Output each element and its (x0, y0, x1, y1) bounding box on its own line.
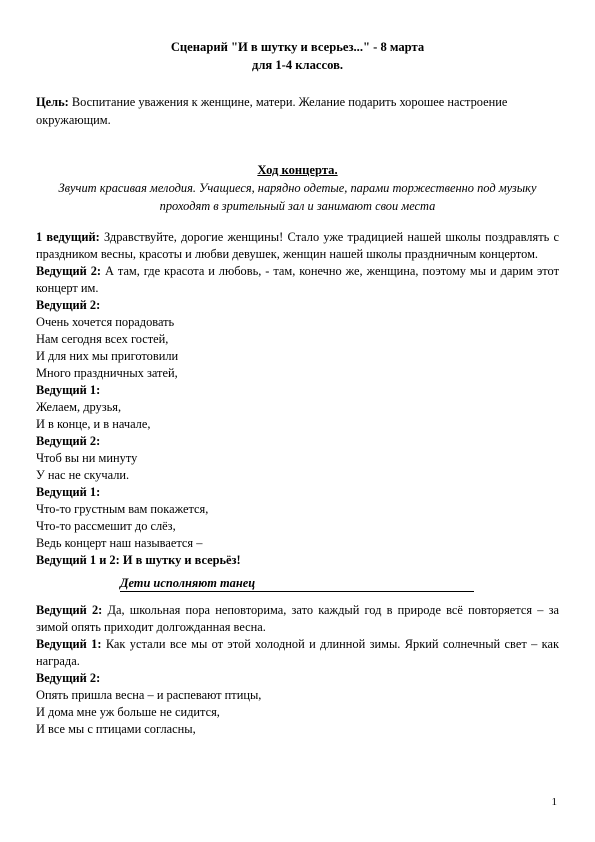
speech-text: Здравствуйте, дорогие женщины! Стало уже традицией нашей школы поздравлять с праздником весны, красоты и любви девушек, женщин нашей школы праздничным концертом. (36, 230, 559, 261)
section-title: Ход концерта. (257, 163, 338, 177)
verse-line: Что-то грустным вам покажется, (36, 502, 209, 516)
dance-text: Дети исполняют танец (120, 576, 474, 592)
title-line-1: Сценарий "И в шутку и всерьез..." - 8 марта (170, 40, 425, 54)
dance-direction (36, 575, 559, 592)
verse-line: Опять пришла весна – и распевают птицы, (36, 688, 262, 702)
verse-line: И для них мы приготовили (36, 349, 179, 363)
page-number: 1 (551, 796, 557, 808)
goal-paragraph (36, 93, 559, 129)
speaker-label: Ведущий 1: (36, 383, 101, 397)
paragraph-8 (36, 602, 559, 636)
speaker-label: Ведущий 2: (36, 671, 101, 685)
speaker-label: Ведущий 1: (36, 637, 102, 651)
stage-direction: Звучит красивая мелодия. Учащиеся, нарядно одетые, парами торжественно под музыку проходят в зрительный зал и занимают свои места (58, 181, 537, 213)
verse-line: Ведь концерт наш называется – (36, 536, 203, 550)
goal-text: Воспитание уважения к женщине, матери. Желание подарить хорошее настроение окружающим. (36, 95, 508, 127)
script-body (36, 229, 559, 738)
speech-text: А там, где красота и любовь, - там, конечно же, женщина, поэтому мы и дарим этот концерт им. (36, 264, 559, 295)
speech-text: И в шутку и всерьёз! (119, 553, 241, 567)
verse-line: Что-то рассмешит до слёз, (36, 519, 176, 533)
paragraph-2 (36, 263, 559, 297)
speaker-label: 1 ведущий: (36, 230, 100, 244)
speaker-label: Ведущий 2: (36, 603, 103, 617)
speaker-label: Ведущий 1: (36, 485, 101, 499)
document-title (0, 38, 595, 74)
speech-text: Как устали все мы от этой холодной и длинной зимы. Яркий солнечный свет – как награда. (36, 637, 559, 668)
speaker-label: Ведущий 2: (36, 298, 101, 312)
paragraph-1 (36, 229, 559, 263)
verse-line: И все мы с птицами согласны, (36, 722, 196, 736)
verse-line: У нас не скучали. (36, 468, 130, 482)
paragraph-9 (36, 636, 559, 670)
verse-line: И дома мне уж больше не сидится, (36, 705, 220, 719)
goal-label: Цель: (36, 95, 69, 109)
verse-line: Нам сегодня всех гостей, (36, 332, 169, 346)
verse-line: Чтоб вы ни минуту (36, 451, 138, 465)
closing-line (36, 552, 559, 569)
title-line-2: для 1-4 классов. (251, 58, 344, 72)
verse-line: Желаем, друзья, (36, 400, 122, 414)
verse-line: Очень хочется порадовать (36, 315, 175, 329)
speech-text: Да, школьная пора неповторима, зато каждый год в природе всё повторяется – за зимой опять приходит долгожданная весна. (36, 603, 559, 634)
verse-line: Много праздничных затей, (36, 366, 178, 380)
speaker-label: Ведущий 1 и 2: (36, 553, 120, 567)
speaker-label: Ведущий 2: (36, 434, 101, 448)
verse-line: И в конце, и в начале, (36, 417, 151, 431)
speaker-label: Ведущий 2: (36, 264, 102, 278)
